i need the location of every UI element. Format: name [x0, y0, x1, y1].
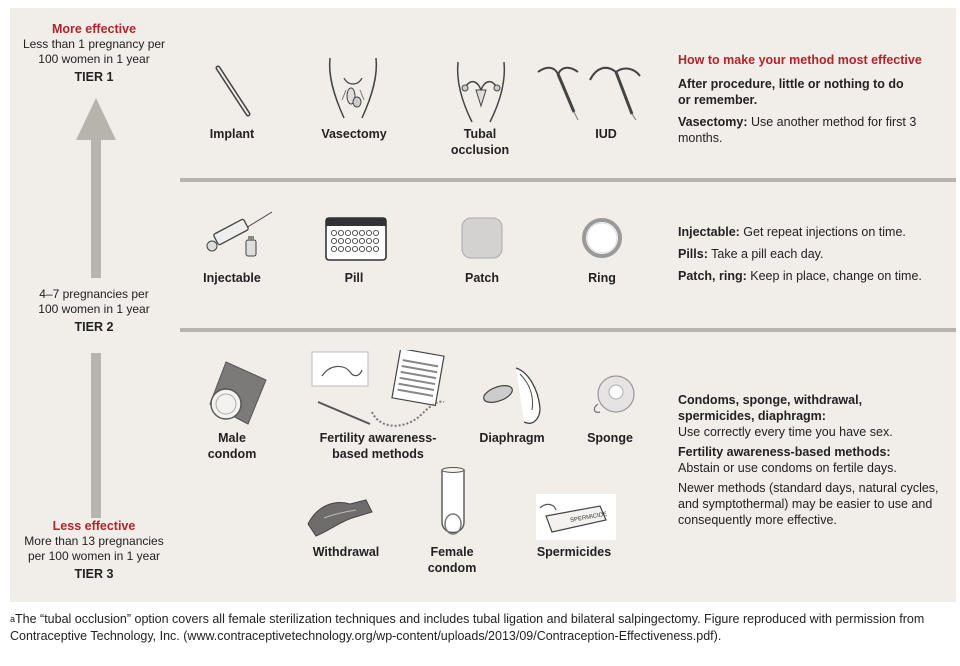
withdrawal-icon [306, 494, 376, 540]
sponge-label: Sponge [587, 431, 633, 445]
advice-tier-3 [678, 392, 940, 534]
tier-1-rate-line1: Less than 1 pregnancy per [22, 37, 166, 51]
male-condom-label-line1: Male [218, 431, 246, 445]
advice-fertility-label: Fertility awareness-based methods: [678, 445, 891, 459]
advice-vasectomy-label: Vasectomy: [678, 115, 748, 129]
advice-barrier-text: Use correctly every time you have sex. [678, 425, 893, 439]
tier-3-rate-line1: More than 13 pregnancies [24, 534, 164, 548]
advice-injectable-text: Get repeat injections on time. [739, 225, 906, 239]
male-condom-icon [200, 360, 270, 426]
female-condom-icon [434, 466, 472, 542]
advice-pills [678, 246, 958, 262]
footnote [10, 611, 956, 645]
spermicide-tube-text: SPERMICIDE [569, 511, 608, 524]
advice-fertility-text: Abstain or use condoms on fertile days. [678, 461, 897, 475]
female-condom-label-line1: Female [430, 545, 474, 559]
tier-2-rate-line1: 4–7 pregnancies per [39, 287, 149, 301]
diagram-panel [10, 8, 956, 602]
tier-2-label: TIER 2 [74, 320, 114, 334]
male-condom-label-line2: condom [207, 447, 257, 461]
tier-1-info [10, 22, 178, 85]
tubal-occlusion-icon [450, 60, 512, 124]
fertility-awareness-label-line1: Fertility awareness- [319, 431, 437, 445]
arrow-head [76, 98, 116, 140]
withdrawal-label: Withdrawal [312, 545, 380, 559]
advice-tier-1 [678, 52, 958, 152]
tubal-label-line1: Tubal [463, 127, 497, 141]
tier-3-info [10, 519, 178, 582]
vasectomy-label: Vasectomy [321, 127, 387, 141]
implant-label: Implant [209, 127, 255, 141]
iud-copper-icon [534, 62, 582, 120]
tier-2-rate-line2: 100 women in 1 year [38, 302, 150, 316]
more-effective-label: More effective [51, 22, 137, 36]
injectable-label: Injectable [203, 271, 261, 285]
advice-tier-1-main: After procedure, little or nothing to do or remember. [678, 77, 904, 107]
advice-barrier-label: Condoms, sponge, withdrawal, spermicides, diaphragm: [678, 393, 863, 423]
tier-divider-2 [180, 328, 956, 332]
advice-vasectomy-text: Use another method for first 3 months. [678, 115, 917, 145]
tier-1-rate-line2: 100 women in 1 year [38, 52, 150, 66]
injectable-icon [200, 210, 274, 262]
advice-tier-2 [678, 224, 958, 290]
arrow-shaft-lower [91, 353, 101, 518]
advice-fertility [678, 444, 940, 476]
tubal-label-line2: occlusion [450, 143, 510, 157]
fertility-awareness-icon [310, 350, 448, 432]
patch-icon [458, 214, 506, 262]
spermicides-icon [536, 494, 616, 540]
pill-label: Pill [344, 271, 364, 285]
advice-barrier [678, 392, 940, 440]
ring-label: Ring [588, 271, 616, 285]
tier-3-rate-line2: per 100 women in 1 year [27, 549, 161, 563]
advice-pills-label: Pills: [678, 247, 708, 261]
iud-hormonal-icon [586, 62, 644, 120]
fertility-awareness-label-line2: based methods [332, 447, 424, 461]
advice-pills-text: Take a pill each day. [707, 247, 824, 261]
footnote-text: The “tubal occlusion” option covers all female sterilization techniques and includes tubal ligation and bilateral salpingectomy. Figure reproduced with permission from Contraceptive Technology, Inc. (www.contraceptivetechnology.org/wp-content/uploads/2013/09/Contraception-Effectiveness.pdf). [10, 612, 925, 643]
patch-label: Patch [464, 271, 500, 285]
ring-icon [578, 214, 626, 262]
advice-patch-ring-text: Keep in place, change on time. [746, 269, 922, 283]
vasectomy-icon [324, 56, 382, 120]
diaphragm-icon [480, 364, 544, 428]
implant-icon [210, 64, 256, 120]
advice-vasectomy [678, 114, 918, 146]
pill-pack-icon [324, 216, 388, 262]
sponge-icon [588, 370, 640, 418]
tier-divider-1 [180, 178, 956, 182]
tier-3-label: TIER 3 [74, 567, 114, 581]
footnote-marker: a [10, 614, 16, 624]
advice-patch-ring-label: Patch, ring: [678, 269, 747, 283]
advice-injectable [678, 224, 958, 240]
diaphragm-label: Diaphragm [479, 431, 545, 445]
tier-2-info [10, 287, 178, 335]
advice-heading: How to make your method most effective [678, 53, 922, 67]
less-effective-label: Less effective [52, 519, 136, 533]
female-condom-label-line2: condom [427, 561, 477, 575]
tier-1-label: TIER 1 [74, 70, 114, 84]
advice-patch-ring [678, 268, 958, 284]
advice-injectable-label: Injectable: [678, 225, 740, 239]
spermicides-label: Spermicides [536, 545, 612, 559]
iud-label: IUD [595, 127, 617, 141]
arrow-shaft-upper [91, 138, 101, 278]
advice-newer-methods: Newer methods (standard days, natural cycles, and symptothermal) may be easier to use and consequently more effective. [678, 481, 939, 527]
